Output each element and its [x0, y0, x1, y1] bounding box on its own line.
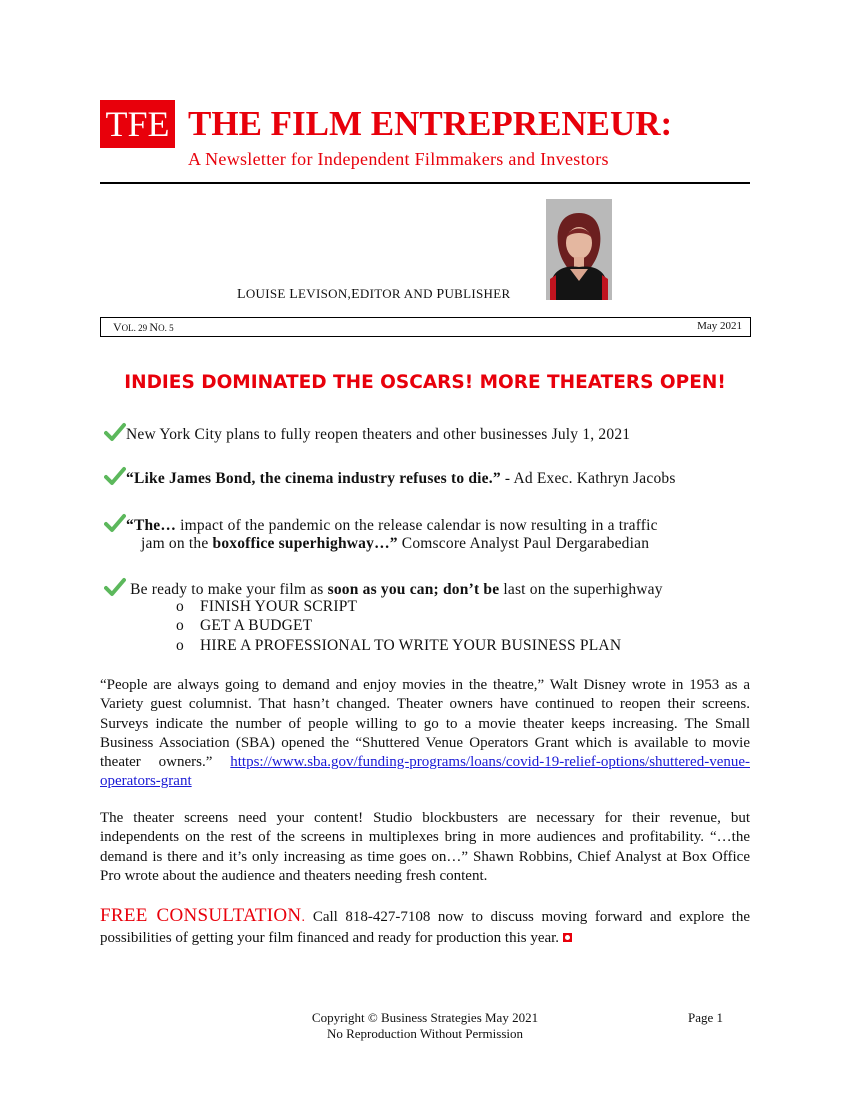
- reproduction-notice: No Reproduction Without Permission: [326, 1026, 524, 1041]
- newsletter-title: THE FILM ENTREPRENEUR:: [188, 104, 673, 143]
- issue-bar: [100, 317, 751, 337]
- issue-volume: VOL. 29 NO. 5: [113, 320, 174, 334]
- checkmark-icon: [104, 577, 126, 597]
- free-consultation-label: FREE CONSULTATION: [100, 905, 302, 926]
- issue-date: May 2021: [697, 320, 742, 332]
- bullet-nyc: New York City plans to fully reopen theaters and other businesses July 1, 2021: [104, 422, 630, 444]
- sba-grant-link[interactable]: https://www.sba.gov/funding-programs/loans/covid-19-relief-options/shuttered-venue-operators-grant: [100, 754, 750, 790]
- headline: INDIES DOMINATED THE OSCARS! MORE THEATERS OPEN!: [124, 372, 726, 393]
- bullet-bond-quote: “Like James Bond, the cinema industry refuses to die.” - Ad Exec. Kathryn Jacobs: [104, 466, 676, 488]
- step-item: o GET A BUDGET: [176, 617, 313, 634]
- checkmark-icon: [104, 422, 126, 442]
- footer: [300, 1010, 550, 1042]
- page-number: Page 1: [688, 1010, 724, 1025]
- end-mark-icon: [563, 933, 572, 942]
- step-item: o FINISH YOUR SCRIPT: [176, 598, 358, 615]
- paragraph-theaters: “People are always going to demand and enjoy movies in the theatre,” Walt Disney wrote in 1953 as a Variety guest columnist. That hasn’t changed. Theater owners have continued to reopen their screens. Surveys indicate the number of people willing to go to a movie theater keeps increasing. The Small Business Association (SBA) opened the “Shuttered Venue Operators Grant which is available to movie theater owners.” https://www.sba.gov/funding-programs/loans/covid-19-relief-options/shuttered-venue-operators-grant: [100, 677, 750, 790]
- bullet-comscore-quote: “The… impact of the pandemic on the release calendar is now resulting in a traffic: [104, 513, 658, 535]
- masthead-divider: [100, 182, 750, 184]
- checkmark-icon: [104, 513, 126, 533]
- newsletter-subtitle: A Newsletter for Independent Filmmakers and Investors: [188, 149, 609, 169]
- checkmark-icon: [104, 466, 126, 486]
- step-item: o HIRE A PROFESSIONAL TO WRITE YOUR BUSINESS PLAN: [176, 637, 622, 654]
- tfe-logo: TFE: [100, 100, 175, 148]
- paragraph-content: The theater screens need your content! Studio blockbusters are necessary for their revenue, but independents on the rest of the screens in multiplexes bring in more audiences and profitability. “…the demand is there and it’s only increasing as time goes on…” Shawn Robbins, Chief Analyst at Box Office Pro wrote about the audience and theaters needing fresh content.: [100, 810, 750, 884]
- copyright: Copyright © Business Strategies May 2021: [311, 1010, 539, 1025]
- paragraph-consultation: FREE CONSULTATION. Call 818-427-7108 now to discuss moving forward and explore the possibilities of getting your film financed and ready for production this year.: [100, 905, 750, 946]
- bullet-comscore-line2: jam on the boxoffice superhighway…” Comscore Analyst Paul Dergarabedian: [141, 535, 650, 552]
- bullet-be-ready: Be ready to make your film as soon as you can; don’t be last on the superhighway: [104, 577, 663, 599]
- editor-credit: LOUISE LEVISON,EDITOR AND PUBLISHER: [237, 286, 511, 302]
- editor-photo: [546, 199, 612, 300]
